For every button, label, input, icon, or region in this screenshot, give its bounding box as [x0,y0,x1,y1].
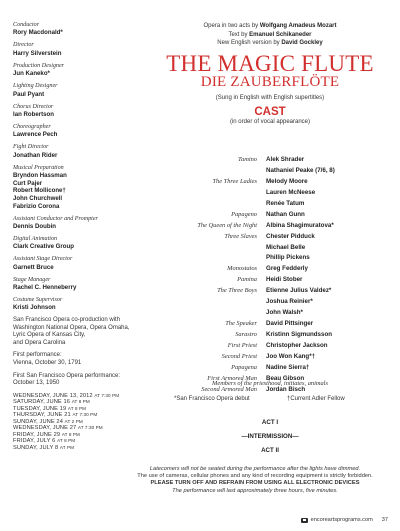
credit-block [13,256,138,271]
cast-name: Heidi Stober [266,276,303,284]
first-performance [13,352,138,367]
coproduction-line: Washington National Opera, Opera Omaha, [13,324,130,331]
cast-row [150,341,390,352]
cast-row [150,177,390,188]
adler-footnote: †Current Adler Fellow [287,396,345,402]
credit-block [13,104,138,119]
cast-role: Pamina [237,276,257,284]
schedule-day: SUNDAY, JUNE 24 [13,418,63,425]
credit-name: Harry Silverstein [13,49,62,57]
schedule-time: AT 7:30 PM [72,412,98,418]
cast-role: Second Priest [221,352,257,360]
title-block [150,22,390,126]
credit-block [13,236,138,251]
intermission: —INTERMISSION— [241,433,299,440]
coproduction-line: San Francisco Opera co-production with [13,317,121,324]
schedule-time: AT 8 PM [61,431,80,437]
cast-order-note: (in order of vocal appearance) [229,118,311,125]
credit-block [13,83,138,98]
cast-name: Lauren McNeese [266,188,316,196]
credit-role: Chorus Director [13,103,54,110]
cast-name: Phillip Pickens [266,254,310,262]
credit-name: Lawrence Pech [13,131,58,139]
credit-block [13,63,138,78]
cast-row [150,308,390,319]
encore-logo-icon [301,518,308,523]
credit-name: Robert Mollicone† [13,187,66,195]
schedule-time: AT 8 PM [67,405,87,411]
credit-role: Costume Supervisor [13,297,63,304]
credit-name: John Churchwell [13,194,63,202]
credit-role: Musical Preparation [13,164,64,171]
page-footer [301,517,388,523]
cast-row [150,210,390,221]
cast-row [150,243,390,254]
schedule-time: AT 7:30 PM [94,392,120,398]
cast-name: Alek Shrader [266,156,305,163]
librettist-name: Emanuel Schikaneder [249,31,312,38]
schedule-day: SUNDAY, JULY 8 [13,444,59,451]
credit-name: Kristi Johnson [13,304,56,312]
cast-name: Joshua Reinier* [266,298,313,306]
translator-name: David Gockley [281,40,323,47]
cast-name: Kristinn Sigmundsson [266,331,333,338]
duration-notice: The performance will last approximately three hours, five minutes. [172,487,338,494]
cast-row [150,330,390,341]
cast-role: Second Armored Man [201,385,257,393]
cast-row [150,264,390,275]
cast-heading: CAST [254,105,286,118]
cast-role: Sarastro [235,331,257,338]
cast-role: Monostatos [227,265,257,273]
credit-block [13,165,138,210]
cast-role: First Armored Man [207,374,257,382]
schedule-day: THURSDAY, JUNE 21 [13,412,71,419]
credit-name: Fabrizio Corona [13,202,60,210]
schedule-time: AT PM [59,444,75,450]
credit-role: Digital Animation [13,235,58,242]
credit-block [13,124,138,139]
opera-subtitle: DIE ZAUBERFLÖTE [200,73,340,90]
composer-line: Opera in two acts by Wolfgang Amadeus Mozart [203,23,337,29]
credits-column [13,22,138,451]
first-performance-value: Vienna, October 30, 1791 [13,359,82,366]
credit-role: Assistant Stage Director [13,256,73,263]
cast-name: Michael Belle [266,243,306,251]
credit-name: Clark Creative Group [13,243,74,251]
page-number: 37 [381,517,388,523]
credit-block [13,144,138,159]
schedule-day: WEDNESDAY, JUNE 27 [13,425,77,432]
cast-name: Etienne Julius Valdez* [266,287,332,295]
credit-role: Director [13,42,34,49]
schedule-time: AT 2 PM [64,418,83,424]
performance-schedule [13,393,138,452]
cast-name: Melody Moore [266,177,308,185]
credit-name: Garnett Bruce [13,263,54,271]
credit-role: Lighting Designer [13,83,58,90]
members-line: Members of the priesthood, initiates, animals [212,380,328,387]
acts-block [150,418,390,455]
cast-name: Chester Pidduck [266,232,315,240]
cast-row [150,352,390,363]
devices-notice: PLEASE TURN OFF AND REFRAIN FROM USING ALL ELECTRONIC DEVICES [150,480,360,487]
cast-name: Albina Shagimuratova* [266,221,334,229]
cast-row [150,188,390,199]
credit-name: Jun Kaneko* [13,70,50,78]
first-sfo-value: October 13, 1950 [13,380,60,387]
cast-role: The Speaker [225,320,257,328]
credit-name: Ian Robertson [13,110,54,118]
cast-row [150,155,390,166]
cast-name: Joo Won Kang*† [266,352,316,360]
credit-block [13,297,138,312]
credit-role: Fight Director [13,144,49,151]
credit-role: Stage Manager [13,276,51,283]
credit-role: Assistant Conductor and Prompter [13,215,98,222]
audience-notice [120,466,390,495]
credit-name: Bryndon Hassman [13,172,67,180]
supertitles-note: (Sung in English with English supertitles) [215,94,325,101]
cast-name: Beau Gibson [266,374,305,382]
first-performance-label: First performance: [13,352,62,359]
cast-name: Nathaniel Peake (7/6, 8) [266,166,335,174]
coproduction-note [13,317,138,347]
cast-role: Papagena [231,363,257,371]
cast-list [150,155,390,396]
footer-website[interactable]: encoreartsprograms.com [310,517,373,523]
credit-block [13,277,138,292]
cast-row [150,297,390,308]
credit-role: Production Designer [13,62,65,69]
cast-row [150,363,390,374]
translation-line: New English version by David Gockley [217,40,323,47]
credit-block [13,216,138,231]
credit-name: Rory Macdonald* [13,29,63,37]
cast-role: The Three Boys [217,287,257,295]
schedule-day: TUESDAY, JUNE 19 [13,405,67,412]
cast-row [150,319,390,330]
cast-role: First Priest [227,341,257,349]
cast-role: Papageno [231,210,257,218]
credit-role: Conductor [13,22,40,28]
schedule-time: AT 7:30 PM [77,425,103,431]
first-sfo-performance [13,373,138,388]
recording-notice: The use of cameras, cellular phones and any kind of recording equipment is strictly forbidden. [137,473,373,480]
libretto-line: Text by Emanuel Schikaneder [228,31,312,38]
act-1: ACT I [261,419,279,426]
credit-name: Dennis Doubin [13,222,56,230]
schedule-time: AT 8 PM [71,399,90,405]
first-sfo-label: First San Francisco Opera performance: [13,372,121,379]
cast-name: Nadine Sierra† [266,363,310,371]
coproduction-line: and Opera Carolina [13,339,66,346]
cast-role: The Three Ladies [212,177,257,185]
cast-name: Christopher Jackson [266,341,328,349]
credit-block [13,22,138,37]
schedule-day: FRIDAY, JULY 6 [13,438,56,445]
cast-name: Jordan Bisch [266,385,306,393]
credit-name: Rachel C. Henneberry [13,284,77,292]
cast-row [150,275,390,286]
debut-footnote: *San Francisco Opera debut [174,396,250,402]
credit-block [13,42,138,57]
cast-name: Renée Tatum [266,199,305,207]
schedule-day: FRIDAY, JUNE 29 [13,431,61,438]
credit-role: Choreographer [13,123,51,130]
schedule-day: WEDNESDAY, JUNE 13, 2012 [13,392,93,399]
cast-row [150,166,390,177]
opera-title: THE MAGIC FLUTE [166,50,374,76]
cast-row [150,199,390,210]
latecomers-notice: Latecomers will not be seated during the performance after the lights have dimmed. [149,466,361,472]
cast-name: John Walsh* [266,309,303,317]
cast-row [150,221,390,232]
coproduction-line: Lyric Opera of Kansas City, [13,332,86,339]
credit-name: Paul Pyant [13,90,45,98]
cast-name: David Pittsinger [266,320,314,328]
composer-name: Wolfgang Amadeus Mozart [259,23,337,29]
credits-list [13,22,138,312]
cast-name: Greg Fedderly [266,265,308,273]
act-2: ACT II [261,447,279,454]
cast-row [150,232,390,243]
schedule-time: AT 8 PM [57,438,76,444]
credit-name: Jonathan Rider [13,151,58,159]
cast-name: Nathan Gunn [266,210,305,218]
schedule-day: SATURDAY, JUNE 16 [13,399,71,406]
cast-role: Tamino [238,156,257,163]
schedule-date [13,445,138,452]
cast-role: The Queen of the Night [197,221,257,229]
cast-row [150,286,390,297]
credit-name: Curt Pajer [13,179,43,187]
cast-row [150,253,390,264]
cast-role: Three Slaves [224,232,257,240]
